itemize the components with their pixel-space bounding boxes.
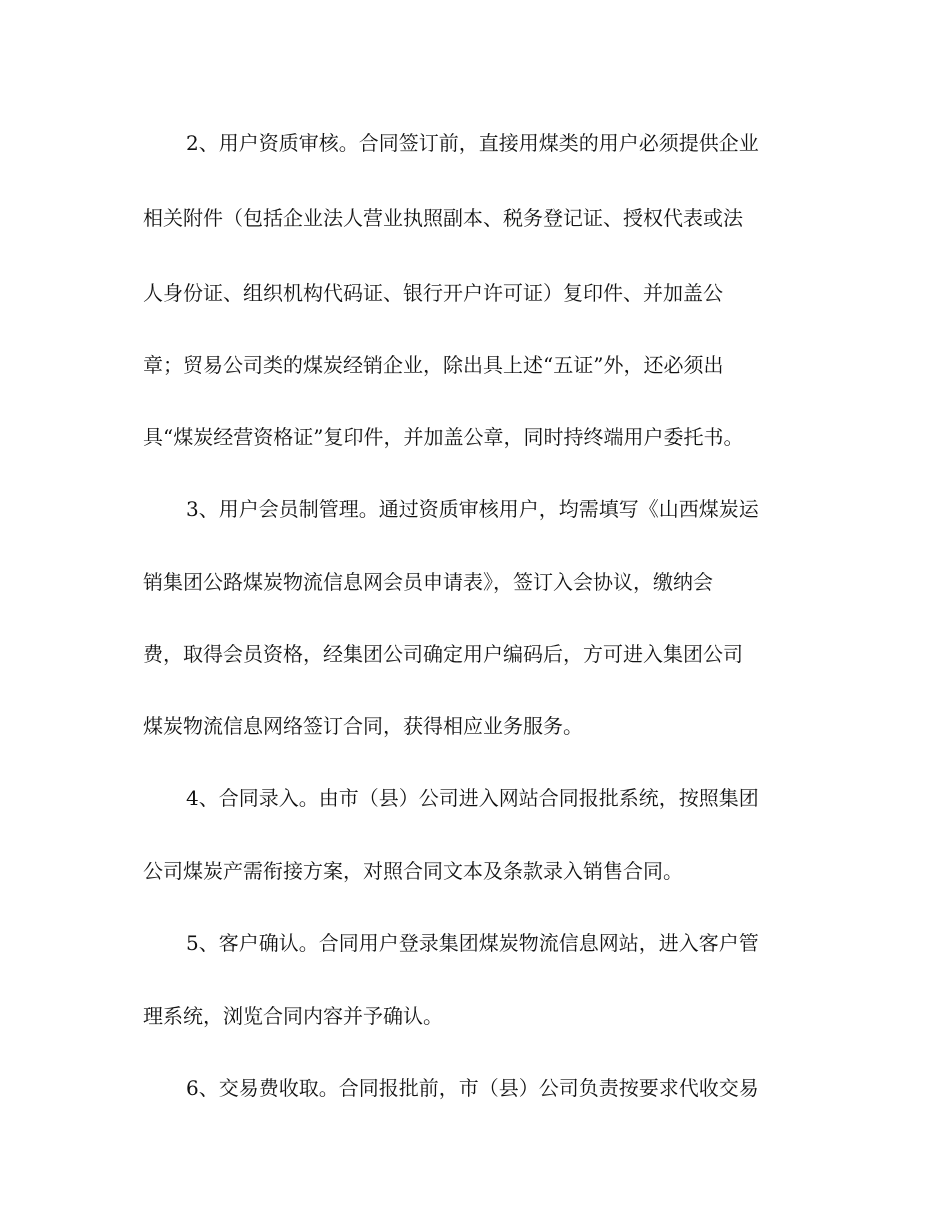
paragraph-3-line-4: 煤炭物流信息网络签订合同，获得相应业务服务。	[143, 714, 583, 738]
paragraph-6-line-1: 6、交易费收取。合同报批前，市（县）公司负责按要求代收交易	[186, 1076, 759, 1100]
paragraph-4-line-2: 公司煤炭产需衔接方案，对照合同文本及条款录入销售合同。	[143, 859, 683, 883]
paragraph-2-line-3: 人身份证、组织机构代码证、银行开户许可证）复印件、并加盖公	[143, 281, 723, 305]
paragraph-5-line-2: 理系统，浏览合同内容并予确认。	[143, 1004, 443, 1028]
paragraph-3-line-1: 3、用户会员制管理。通过资质审核用户，均需填写《山西煤炭运	[186, 497, 759, 521]
paragraph-3-line-3: 费，取得会员资格，经集团公司确定用户编码后，方可进入集团公司	[143, 642, 743, 666]
paragraph-3-line-2: 销集团公路煤炭物流信息网会员申请表》，签订入会协议，缴纳会	[143, 570, 713, 594]
paragraph-4-line-1: 4、合同录入。由市（县）公司进入网站合同报批系统，按照集团	[186, 786, 759, 810]
paragraph-2-line-4: 章；贸易公司类的煤炭经销企业，除出具上述“五证”外，还必须出	[143, 353, 724, 377]
paragraph-5-line-1: 5、客户确认。合同用户登录集团煤炭物流信息网站，进入客户管	[186, 931, 759, 955]
paragraph-2-line-2: 相关附件（包括企业法人营业执照副本、税务登记证、授权代表或法	[143, 206, 743, 230]
paragraph-2-line-5: 具“煤炭经营资格证”复印件，并加盖公章，同时持终端用户委托书。	[143, 425, 744, 449]
paragraph-2-line-1: 2、用户资质审核。合同签订前，直接用煤类的用户必须提供企业	[186, 131, 759, 155]
